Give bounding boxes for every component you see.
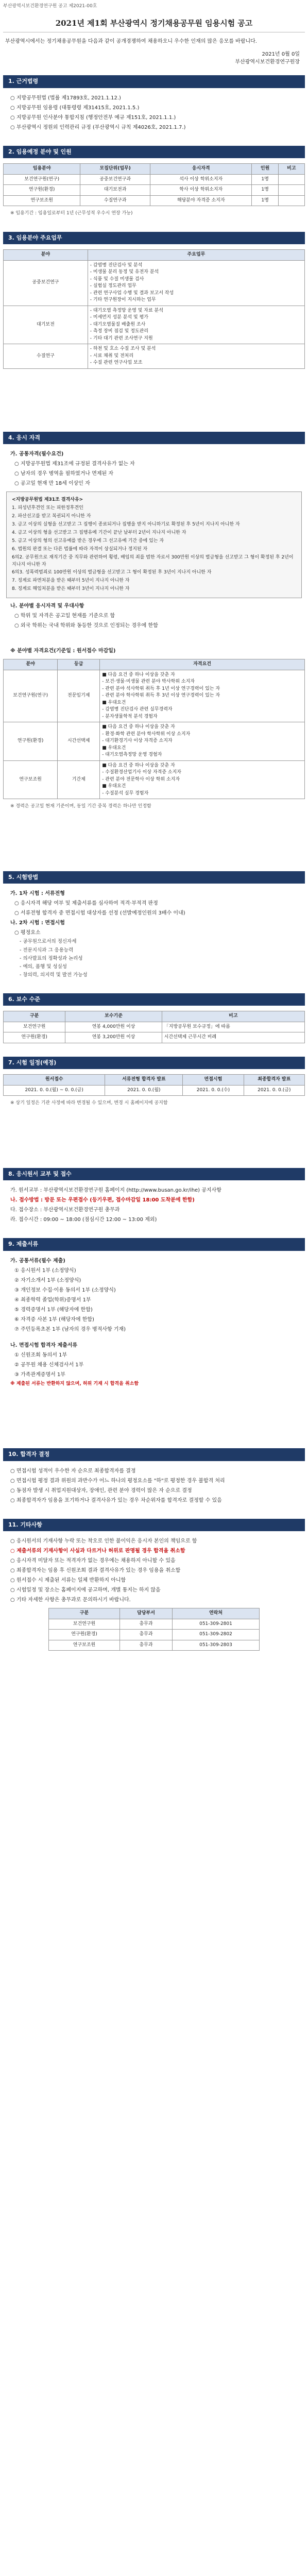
table-row [4,1022,305,1032]
requirement-item: - 감염병 진단검사 관련 실무경력자 [102,707,173,713]
duty-item: - 미생물 분리 동정 및 유전자 분석 [90,269,159,275]
column-header: 임용분야 [4,164,80,175]
list-item: ○ 공고일 현재 만 18세 이상인 자 [14,481,90,486]
list-item: ○ 지방공무원 인사분야 통합지침 (행정안전부 예규 제151호, 2021.1.1.) [10,114,176,121]
column-header: 자격요건 [100,659,305,670]
documents-subheading: 가. 공통서류(필수 제출) [10,1258,65,1264]
table-header-row [4,659,305,670]
column-header: 등급 [58,659,100,670]
list-item: ○ 최종합격자가 임용을 포기하거나 결격사유가 있는 경우 차순위자를 합격자로 결정할 수 있음 [10,1497,222,1503]
contact-table [48,1608,260,1651]
page-spacer [3,811,305,858]
table-cell: 대기보전과 [80,185,150,196]
column-header: 주요업무 [88,250,304,261]
requirement-item: - 대기환경기사 이상 자격증 소지자 [102,738,173,744]
spacer [3,1334,305,1341]
table-row [4,260,305,306]
table-header-row [4,164,305,175]
table-row [4,344,305,369]
duty-item: - 미세먼지 성분 분석 및 평가 [90,315,148,320]
list-item: ○ 면접시험 성적이 우수한 자 순으로 최종합격자를 결정 [10,1468,136,1474]
list-item: ① 응시원서 1부 (소정양식) [14,1267,76,1274]
box-line: 2. 파산선고를 받고 복권되지 아니한 자 [12,513,91,519]
box-line: 7. 징계로 파면처분을 받은 때부터 5년이 지나지 아니한 자 [12,578,130,584]
requirement-item: - 관련 분야 학사학위 취득 후 3년 이상 연구경력이 있는 자 [102,693,220,699]
table-header-row [4,1075,305,1086]
table-cell: 대기보전 [4,306,88,344]
disqualification-box [6,492,302,598]
column-header: 서류전형 합격자 발표 [105,1075,183,1086]
list-item: ○ 응시자격 미달자 또는 적격자가 없는 경우에는 채용하지 아니할 수 있음 [10,1558,176,1564]
exam-subheading: 가. 1차 시험 : 서류전형 [10,891,65,897]
section-misc-heading: 11. 기타사항 [3,1519,305,1532]
requirement-item: - 수질분석 실무 경험자 [102,790,149,796]
table-cell: 연구보조원 [48,1640,119,1651]
table-row [4,306,305,344]
duty-item: - 실험실 정도관리 업무 [90,283,136,289]
requirement-item: ■ 다음 요건 중 하나 이상을 갖춘 자 [102,672,175,677]
duty-item: - 대기오염 측정망 운영 및 자료 분석 [90,308,163,313]
list-item: ○ 지방공무원 임용령 (대통령령 제31415호, 2021.1.5.) [10,105,140,111]
column-header: 구분 [48,1608,119,1619]
box-line: 6의3. 성폭력범죄로 100만원 이상의 벌금형을 선고받고 그 형이 확정된 후 3년이 지나지 아니한 자 [12,570,212,575]
box-line: 3. 금고 이상의 실형을 선고받고 그 집행이 종료되거나 집행을 받지 아니하기로 확정된 후 5년이 지나지 아니한 자 [12,521,240,527]
column-header: 최종합격자 발표 [244,1075,304,1086]
table-cell: 총무과 [120,1630,173,1640]
eligibility-subheading: 나. 분야별 응시자격 및 우대사항 [10,603,84,609]
announcement-number: 부산광역시보건환경연구원 공고 제2021-00호 [3,4,97,9]
table-cell: 해당분야 자격증 소지자 [150,195,252,206]
column-header: 담당부서 [120,1608,173,1619]
column-header: 비고 [278,164,304,175]
table-cell: 1명 [252,174,278,185]
exam-subheading: 나. 2차 시험 : 면접시험 [10,920,65,926]
requirements-table [3,659,305,799]
box-line: 6의2. 공무원으로 재직기간 중 직무와 관련하여 횡령, 배임의 죄를 범한 자로서 300만원 이상의 벌금형을 선고받고 그 형이 확정된 후 2년이 지나지 아니한 자 [12,554,294,567]
list-item: ○ 서류전형 합격자 중 면접시험 대상자를 선정 (선발예정인원의 3배수 이내) [14,910,185,917]
duty-item: - 감염병 진단검사 및 분석 [90,262,143,268]
table-cell: 2021. 0. 0.(월) ~ 0. 0.(금) [4,1085,105,1096]
spacer [3,631,305,646]
requirement-item: ■ 다음 요건 중 하나 이상을 갖춘 자 [102,762,175,768]
requirement-item: - 관련 분야 전문학사 이상 학위 소지자 [102,776,180,782]
pay-table [3,1011,305,1043]
list-item: ○ 최종합격자는 임용 후 신원조회 결과 결격사유가 있는 경우 임용을 취소함 [10,1568,181,1573]
column-header: 연락처 [172,1608,259,1619]
table-row [4,760,305,799]
list-item: ○ 응시원서의 기재사항 누락 또는 착오로 인한 불이익은 응시자 본인의 책임으로 함 [10,1538,197,1544]
table-cell: 시간선택제 근무시간 비례 [162,1032,304,1043]
schedule-note: ※ 상기 일정은 기관 사정에 따라 변경될 수 있으며, 변경 시 홈페이지에 공지함 [10,1100,168,1106]
issuing-organization: 부산광역시보건환경연구원장 [235,59,300,65]
table-cell: 2021. 0. 0.(월) [105,1085,183,1096]
documents-subheading: 나. 면접시험 합격자 제출서류 [10,1342,78,1348]
list-item: ○ 면접시험 평정 결과 위원의 과반수가 어느 하나의 평정요소를 "하"로 평정한 경우 불합격 처리 [10,1478,225,1484]
list-item: ○ 제출서류의 기재사항이 사실과 다르거나 허위로 판명될 경우 합격을 취소함 [10,1548,185,1554]
intro-paragraph: 부산광역시에서는 정기채용공무원을 다음과 같이 공개경쟁하여 채용하오니 우수한 인재의 많은 응모를 바랍니다. [5,39,257,44]
table-cell: 석사 이상 학위소지자 [150,174,252,185]
requirements-note: ※ 경력은 공고일 현재 기준이며, 동일 기간 중복 경력은 하나만 인정함 [10,804,151,809]
table-cell [278,174,304,185]
duty-item: - 시료 채취 및 전처리 [90,353,134,359]
duty-item: - 하천 및 호소 수질 조사 및 분석 [90,346,156,351]
table-cell: 연구원(환경) [4,185,80,196]
table-row [4,174,305,185]
table-header-row [4,1011,305,1022]
table-cell: 보건연구원 [48,1619,119,1630]
table-cell: 연봉 4,000만원 이상 [65,1022,162,1032]
list-item: ○ 학위 및 자격은 공고일 현재를 기준으로 함 [14,613,115,619]
list-item: ○ 평정요소 [14,930,41,936]
page-spacer [3,372,305,418]
list-item: ○ 외국 학위는 국내 학위와 동등한 것으로 인정되는 경우에 한함 [14,623,158,629]
table-cell [88,260,304,306]
section-duties-heading: 3. 임용분야 주요업무 [3,232,305,245]
box-title: <지방공무원법 제31조 결격사유> [12,497,83,502]
list-item: ○ 남자의 경우 병역을 필하였거나 면제된 자 [14,471,114,477]
list-item: 나. 접수방법 : 방문 또는 우편접수 (등기우편, 접수마감일 18:00 도착분에 한함) [10,1197,195,1203]
list-item: - 전문지식과 그 응용능력 [20,947,74,953]
list-item: - 예의, 품행 및 성실성 [20,964,67,970]
table-cell: 수질연구과 [80,195,150,206]
eligibility-subheading: 가. 공통자격(필수요건) [10,451,64,457]
duty-item: - 식품 및 수질 미생물 검사 [90,276,144,282]
box-line: 5. 금고 이상의 형의 선고유예를 받은 경우에 그 선고유예 기간 중에 있는 자 [12,538,164,544]
column-header: 분야 [4,659,58,670]
section-positions-heading: 2. 임용예정 분야 및 인원 [3,146,305,159]
duty-item: - 대기오염물질 배출원 조사 [90,321,146,327]
table-cell [100,670,305,722]
table-cell: 1명 [252,195,278,206]
table-cell [278,185,304,196]
table-cell: 공중보건연구 [4,260,88,306]
list-item: ○ 기타 자세한 사항은 총무과로 문의하시기 바랍니다. [10,1597,131,1603]
list-item: ○ 동점자 발생 시 취업지원대상자, 장애인, 관련 분야 경력이 많은 자 순으로 결정 [10,1487,192,1494]
section-eligibility-heading: 4. 응시 자격 [3,432,305,445]
section-selection-heading: 10. 합격자 결정 [3,1448,305,1461]
page-spacer [3,1388,305,1435]
announcement-date: 2021년 0월 0일 [262,52,300,57]
table-row [48,1640,259,1651]
list-item: - 공무원으로서의 정신자세 [20,939,77,945]
list-item: 가. 원서교부 : 부산광역시보건환경연구원 홈페이지 (http://www.busan.go.kr/ihe) 공지사항 [10,1188,221,1193]
duties-table [3,249,305,369]
duty-item: - 기타 연구원장이 지시하는 업무 [90,297,156,302]
table-cell: 시간선택제 [58,722,100,761]
table-cell: 보건연구원(연구) [4,174,80,185]
list-item: ⑥ 자격증 사본 1부 (해당자에 한함) [14,1316,94,1323]
box-line: 4. 금고 이상의 형을 선고받고 그 집행유예 기간이 끝난 날부터 2년이 지나지 아니한 자 [12,530,186,535]
table-row [4,1085,305,1096]
table-cell [88,344,304,369]
list-item: ○ 시험일정 및 장소는 홈페이지에 공고하며, 개별 통지는 하지 않음 [10,1587,161,1593]
column-header: 분야 [4,250,88,261]
legal-basis-list [3,93,305,132]
list-item: ④ 최종학력 졸업(학위)증명서 1부 [14,1297,91,1303]
requirement-item: - 보건·생물·미생물 관련 분야 박사학위 소지자 [102,679,195,685]
page-spacer [3,1108,305,1155]
section-application-heading: 8. 응시원서 교부 및 접수 [3,1168,305,1181]
table-row [4,670,305,722]
list-item: ○ 부산광역시 정원외 인력관리 규정 (부산광역시 규칙 제4026호, 2021.1.7.) [10,124,186,130]
requirement-item: - 수질환경산업기사 이상 자격증 소지자 [102,770,181,775]
list-item: ○ 지방공무원법 제31조에 규정된 결격사유가 없는 자 [14,461,135,467]
table-cell: 연구원(환경) [48,1630,119,1640]
section-pay-heading: 6. 보수 수준 [3,993,305,1006]
table-cell: 2021. 0. 0.(수) [183,1085,244,1096]
document-title: 2021년 제1회 부산광역시 정기채용공무원 임용시험 공고 [3,18,305,33]
table-cell: 학사 이상 학위소지자 [150,185,252,196]
table-cell [100,722,305,761]
list-item: - 창의력, 의지력 및 발전 가능성 [20,972,88,978]
column-header: 면접시험 [183,1075,244,1086]
box-line: 6. 법원의 판결 또는 다른 법률에 따라 자격이 상실되거나 정지된 자 [12,546,148,552]
table-cell: 보건연구원(연구) [4,670,58,722]
table-cell: 2021. 0. 0.(금) [244,1085,304,1096]
list-item: ③ 개인정보 수집·이용 동의서 1부 (소정양식) [14,1287,116,1293]
positions-note: ※ 임용기간 : 임용일로부터 1년 (근무성적 우수시 연장 가능) [10,211,133,216]
table-cell: 전문임기제 [58,670,100,722]
requirement-item: - 환경·화학 관련 분야 학사학위 이상 소지자 [102,731,191,737]
list-item: ② 공무원 채용 신체검사서 1부 [14,1362,84,1368]
section-schedule-heading: 7. 시험 일정(예정) [3,1057,305,1070]
requirement-item: - 관련 분야 석사학위 취득 후 1년 이상 연구경력이 있는 자 [102,686,220,691]
requirement-item: - 분자생물학적 분석 경험자 [102,714,158,719]
section-legal-basis-heading: 1. 근거법령 [3,75,305,88]
documents-note: ※ 제출된 서류는 반환하지 않으며, 허위 기재 시 합격을 취소함 [10,1381,139,1386]
table-cell: 연봉 3,200만원 이상 [65,1032,162,1043]
list-item: ○ 지방공무원법 (법률 제17893호, 2021.1.12.) [10,95,121,101]
table-row [4,722,305,761]
column-header: 보수기준 [65,1011,162,1022]
table-cell: 보건연구원 [4,1022,65,1032]
column-header: 응시자격 [150,164,252,175]
table-cell: 연구원(환경) [4,1032,65,1043]
list-item: - 의사발표의 정확성과 논리성 [20,955,83,961]
requirement-item: ■ 우대요건 [102,784,126,789]
section-documents-heading: 9. 제출서류 [3,1238,305,1251]
list-item: ① 신원조회 동의서 1부 [14,1352,67,1358]
table-header-row [48,1608,259,1619]
requirements-heading: ※ 분야별 자격요건(기준일 : 원서접수 마감일) [10,648,116,654]
table-cell: 051-309-2802 [172,1630,259,1640]
table-cell: 「지방공무원 보수규정」에 따름 [162,1022,304,1032]
requirement-item: ■ 다음 요건 중 하나 이상을 갖춘 자 [102,724,175,730]
requirement-item: ■ 우대요건 [102,745,126,751]
box-line: 1. 피성년후견인 또는 피한정후견인 [12,505,83,511]
table-row [48,1619,259,1630]
table-cell: 051-309-2801 [172,1619,259,1630]
table-cell: 기간제 [58,760,100,799]
schedule-table [3,1074,305,1096]
list-item: 다. 접수장소 : 부산광역시보건환경연구원 총무과 [10,1207,120,1213]
table-cell: 총무과 [120,1640,173,1651]
list-item: 라. 접수시간 : 09:00 ~ 18:00 (점심시간 12:00 ~ 13:00 제외) [10,1217,157,1223]
duty-item: - 기타 대기 관련 조사연구 지원 [90,335,153,341]
table-cell: 연구보조원 [4,760,58,799]
column-header: 구분 [4,1011,65,1022]
duty-item: - 측정 장비 점검 및 정도관리 [90,329,148,334]
requirement-item: - 대기오염측정망 운영 경험자 [102,752,162,758]
list-item: ⑤ 경력증명서 1부 (해당자에 한함) [14,1307,93,1313]
list-item: ② 자기소개서 1부 (소정양식) [14,1277,81,1283]
table-cell: 공중보건연구과 [80,174,150,185]
table-row [4,195,305,206]
duty-item: - 수질 관련 연구사업 보조 [90,360,143,365]
table-row [4,185,305,196]
column-header: 원서접수 [4,1075,105,1086]
table-header-row [4,250,305,261]
table-cell: 1명 [252,185,278,196]
column-header: 모집단위(업무) [80,164,150,175]
table-cell [100,760,305,799]
table-cell [88,306,304,344]
list-item: ○ 원서접수 시 제출된 서류는 일체 반환하지 아니함 [10,1578,126,1583]
table-cell: 연구원(환경) [4,722,58,761]
box-line: 8. 징계로 해임처분을 받은 때부터 3년이 지나지 아니한 자 [12,586,130,592]
requirement-item: ■ 우대요건 [102,700,126,705]
list-item: ○ 응시자격 해당 여부 및 제출서류를 심사하여 적격·부적격 판정 [14,901,158,907]
column-header: 인원 [252,164,278,175]
positions-table [3,163,305,206]
list-item: ⑦ 주민등록초본 1부 (남자의 경우 병적사항 기재) [14,1326,126,1332]
table-row [48,1630,259,1640]
table-cell: 연구보조원 [4,195,80,206]
table-cell [278,195,304,206]
column-header: 비고 [162,1011,304,1022]
duty-item: - 관련 연구사업 수행 및 결과 보고서 작성 [90,290,174,296]
table-cell: 051-309-2803 [172,1640,259,1651]
table-cell: 수질연구 [4,344,88,369]
section-exam-method-heading: 5. 시험방법 [3,871,305,884]
table-cell: 총무과 [120,1619,173,1630]
table-row [4,1032,305,1043]
list-item: ③ 가족관계증명서 1부 [14,1371,65,1378]
